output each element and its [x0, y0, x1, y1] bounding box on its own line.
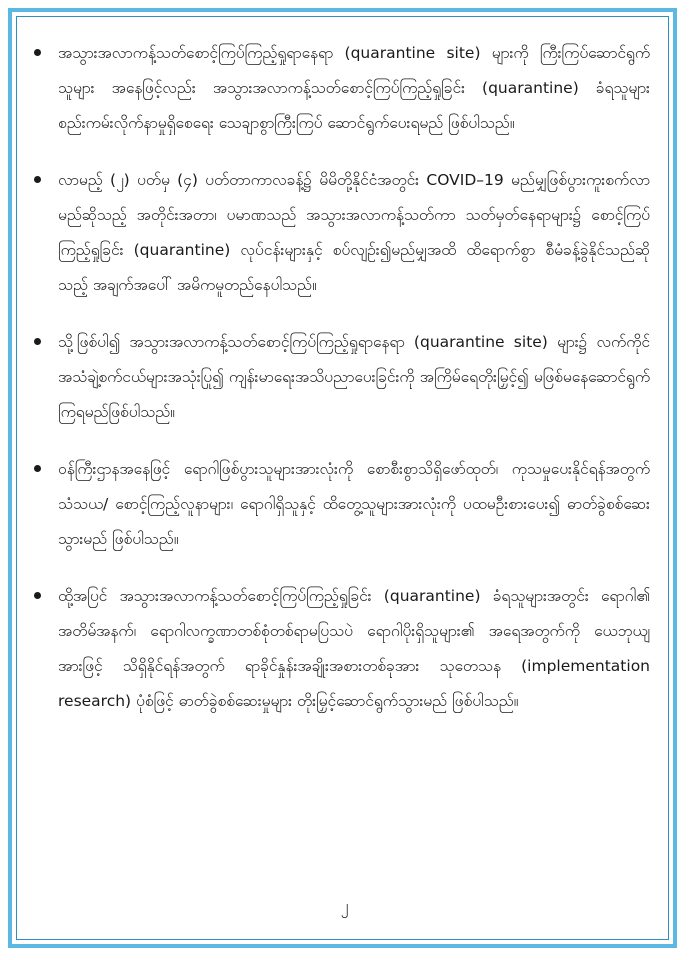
bullet-dot-icon — [34, 49, 41, 56]
paragraph-text: ထို့အပြင် အသွားအလာကန့်သတ်စောင့်ကြပ်ကြည့်ရှုခြင်း (quarantine) ခံရသူများအတွင်း ရောဂါ၏ အတိမ်အနက်၊ ရောဂါလက္ခဏာတစ်စုံတစ်ရာမပြသပဲ ရောဂါပိုးရှိသူများ၏ အရေအတွက်ကို ယေဘုယျအားဖြင့် သိရှိနိုင်ရန်အတွက် ရာခိုင်နှုန်းအချိုးအစားတစ်ခုအား သုတေသန (implementation research) ပုံစံဖြင့် ဓာတ်ခွဲစစ်ဆေးမှုများ တိုးမြှင့်ဆောင်ရွက်သွားမည် ဖြစ်ပါသည်။ — [58, 587, 650, 710]
paragraph-text: လာမည့် (၂) ပတ်မှ (၄) ပတ်တာကာလခန့်၌ မိမိတို့နိုင်ငံအတွင်း COVID–19 မည်မျှဖြစ်ပွားကူးစက်လာမည်ဆိုသည့် အတိုင်းအတာ၊ ပမာဏသည် အသွားအလာကန့်သတ်ကာ သတ်မှတ်နေရာများ၌ စောင့်ကြပ်ကြည့်ရှုခြင်း (quarantine) လုပ်ငန်းများနှင့် စပ်လျဉ်း၍မည်မျှအထိ ထိရောက်စွာ စီမံခန့်ခွဲနိုင်သည်ဆိုသည့် အချက်အပေါ် အမိကမူတည်နေပါသည်။ — [58, 171, 650, 294]
paragraph-text: သို့ဖြစ်ပါ၍ အသွားအလာကန့်သတ်စောင့်ကြပ်ကြည့်ရှုရာနေရာ (quarantine site) များ၌ လက်ကိုင်အသံချဲ့စက်ငယ်များအသုံးပြု၍ ကျန်းမာရေးအသိပညာပေးခြင်းကို အကြိမ်ရေတိုးမြှင့်၍ မဖြစ်မနေဆောင်ရွက်ကြရမည်ဖြစ်ပါသည်။ — [58, 333, 650, 421]
bullet-list — [30, 36, 650, 719]
page-number: ၂ — [340, 896, 349, 915]
document-body — [30, 36, 650, 741]
bullet-dot-icon — [34, 176, 41, 183]
bullet-item — [30, 163, 650, 303]
bullet-item — [30, 579, 650, 719]
bullet-item — [30, 325, 650, 430]
bullet-item — [30, 452, 650, 557]
bullet-item — [30, 36, 650, 141]
paragraph-text: အသွားအလာကန့်သတ်စောင့်ကြပ်ကြည့်ရှုရာနေရာ (quarantine site) များကို ကြီးကြပ်ဆောင်ရွက်သူများ အနေဖြင့်လည်း အသွားအလာကန့်သတ်စောင့်ကြပ်ကြည့်ရှုခြင်း (quarantine) ခံရသူများ စည်းကမ်းလိုက်နာမှုရှိစေရေး သေချာစွာကြီးကြပ် ဆောင်ရွက်ပေးရမည် ဖြစ်ပါသည်။ — [58, 44, 650, 132]
bullet-dot-icon — [34, 592, 41, 599]
bullet-dot-icon — [34, 465, 41, 472]
bullet-dot-icon — [34, 338, 41, 345]
paragraph-text: ဝန်ကြီးဌာနအနေဖြင့် ရောဂါဖြစ်ပွားသူများအားလုံးကို စောစီးစွာသိရှိဖော်ထုတ်၊ ကုသမှုပေးနိုင်ရန်အတွက် သံသယ/ စောင့်ကြည့်လူနာများ၊ ရောဂါရှိသူနှင့် ထိတွေ့သူများအားလုံးကို ပထမဦးစားပေး၍ ဓာတ်ခွဲစစ်ဆေးသွားမည် ဖြစ်ပါသည်။ — [58, 460, 650, 548]
